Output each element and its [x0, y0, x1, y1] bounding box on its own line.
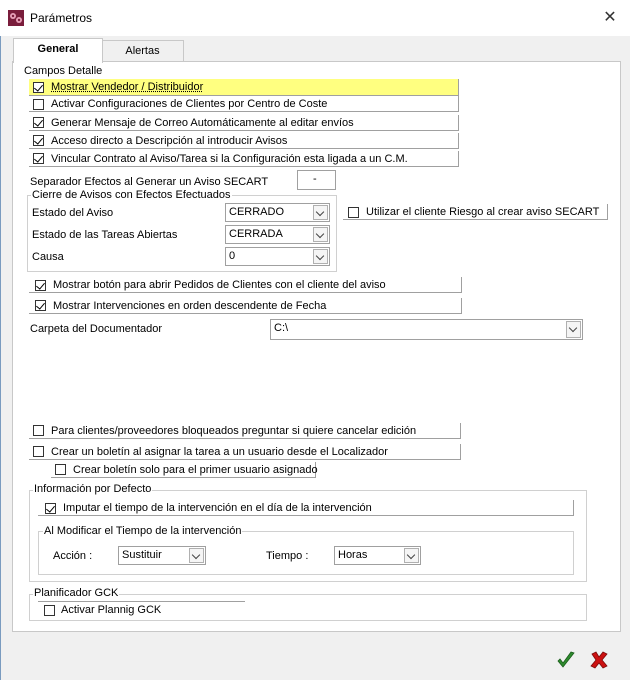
window-title: Parámetros — [30, 11, 93, 25]
estado-tareas-select[interactable] — [225, 225, 330, 244]
app-gear-icon — [8, 10, 24, 26]
checkbox-bloqueados[interactable] — [33, 425, 44, 436]
checkbox-imputar-tiempo[interactable] — [45, 503, 56, 514]
checkbox-generar-mensaje[interactable] — [33, 117, 44, 128]
checkbox-activar-plannig[interactable] — [44, 605, 55, 616]
chevron-down-icon[interactable] — [566, 321, 581, 338]
carpeta-select[interactable] — [270, 319, 583, 340]
separador-label: Separador Efectos al Generar un Aviso SECART — [30, 176, 269, 188]
ok-check-icon[interactable] — [556, 650, 576, 670]
accion-select[interactable] — [118, 546, 206, 565]
checkbox-mostrar-vendedor[interactable] — [33, 82, 44, 93]
checkbox-crear-boletin[interactable] — [33, 446, 44, 457]
carpeta-value: C:\ — [274, 322, 289, 334]
chevron-down-icon[interactable] — [189, 548, 204, 563]
checkbox-cliente-riesgo[interactable] — [348, 207, 359, 218]
campos-detalle-title: Campos Detalle — [24, 65, 103, 77]
chevron-down-icon[interactable] — [404, 548, 419, 563]
boletin-label: Crear un boletín al asignar la tarea a un usuario desde el Localizador — [51, 446, 388, 458]
mostrar-intervenciones-label: Mostrar Intervenciones en orden descendente de Fecha — [53, 300, 327, 312]
cancel-x-icon[interactable] — [589, 650, 609, 670]
mostrar-pedidos-label: Mostrar botón para abrir Pedidos de Clientes con el cliente del aviso — [53, 279, 386, 291]
checkbox-vincular-contrato[interactable] — [33, 153, 44, 164]
tab-general[interactable]: General — [13, 38, 103, 63]
option-label: Vincular Contrato al Aviso/Tarea si la Configuración esta ligada a un C.M. — [51, 153, 408, 165]
separador-value: - — [313, 173, 317, 185]
tab-alertas[interactable]: Alertas — [101, 40, 184, 62]
checkbox-activar-configuraciones[interactable] — [33, 99, 44, 110]
tiempo-select[interactable] — [334, 546, 421, 565]
tiempo-value: Horas — [338, 549, 368, 561]
carpeta-label: Carpeta del Documentador — [30, 323, 163, 335]
tiempo-label: Tiempo : — [266, 550, 309, 562]
option-label: Mostrar Vendedor / Distribuidor — [51, 81, 204, 93]
bloqueados-label: Para clientes/proveedores bloqueados preguntar si quiere cancelar edición — [51, 425, 417, 437]
modificar-title: Al Modificar el Tiempo de la intervención — [44, 525, 242, 537]
estado-tareas-value: CERRADA — [229, 228, 283, 240]
chevron-down-icon[interactable] — [313, 227, 328, 242]
causa-select[interactable] — [225, 247, 330, 266]
riesgo-label: Utilizar el cliente Riesgo al crear aviso SECART — [366, 206, 600, 218]
title-bar — [0, 0, 630, 36]
estado-tareas-label: Estado de las Tareas Abiertas — [32, 229, 178, 241]
option-label: Activar Configuraciones de Clientes por Centro de Coste — [51, 98, 328, 110]
imputar-label: Imputar el tiempo de la intervención en el día de la intervención — [63, 502, 372, 514]
chevron-down-icon[interactable] — [313, 205, 328, 220]
causa-label: Causa — [32, 251, 64, 263]
causa-value: 0 — [229, 250, 236, 262]
estado-aviso-select[interactable] — [225, 203, 330, 222]
activar-plannig-label: Activar Plannig GCK — [61, 604, 162, 616]
option-label: Acceso directo a Descripción al introducir Avisos — [51, 135, 288, 147]
estado-aviso-value: CERRADO — [229, 206, 285, 218]
checkbox-mostrar-intervenciones[interactable] — [35, 300, 46, 311]
accion-value: Sustituir — [122, 549, 162, 561]
planificador-title: Planificador GCK — [34, 587, 119, 599]
estado-aviso-label: Estado del Aviso — [32, 207, 114, 219]
cierre-group-title: Cierre de Avisos con Efectos Efectuados — [32, 189, 231, 201]
chevron-down-icon[interactable] — [313, 249, 328, 264]
accion-label: Acción : — [53, 550, 93, 562]
checkbox-mostrar-pedidos[interactable] — [35, 280, 46, 291]
info-defecto-title: Información por Defecto — [34, 483, 152, 495]
checkbox-boletin-primer-usuario[interactable] — [55, 464, 66, 475]
option-label: Generar Mensaje de Correo Automáticamente al editar envíos — [51, 117, 354, 129]
checkbox-acceso-directo[interactable] — [33, 135, 44, 146]
divider — [38, 601, 245, 602]
boletin-primer-label: Crear boletín solo para el primer usuario asignado — [73, 464, 318, 476]
separador-input[interactable] — [297, 170, 336, 190]
close-icon[interactable]: ✕ — [603, 9, 617, 26]
